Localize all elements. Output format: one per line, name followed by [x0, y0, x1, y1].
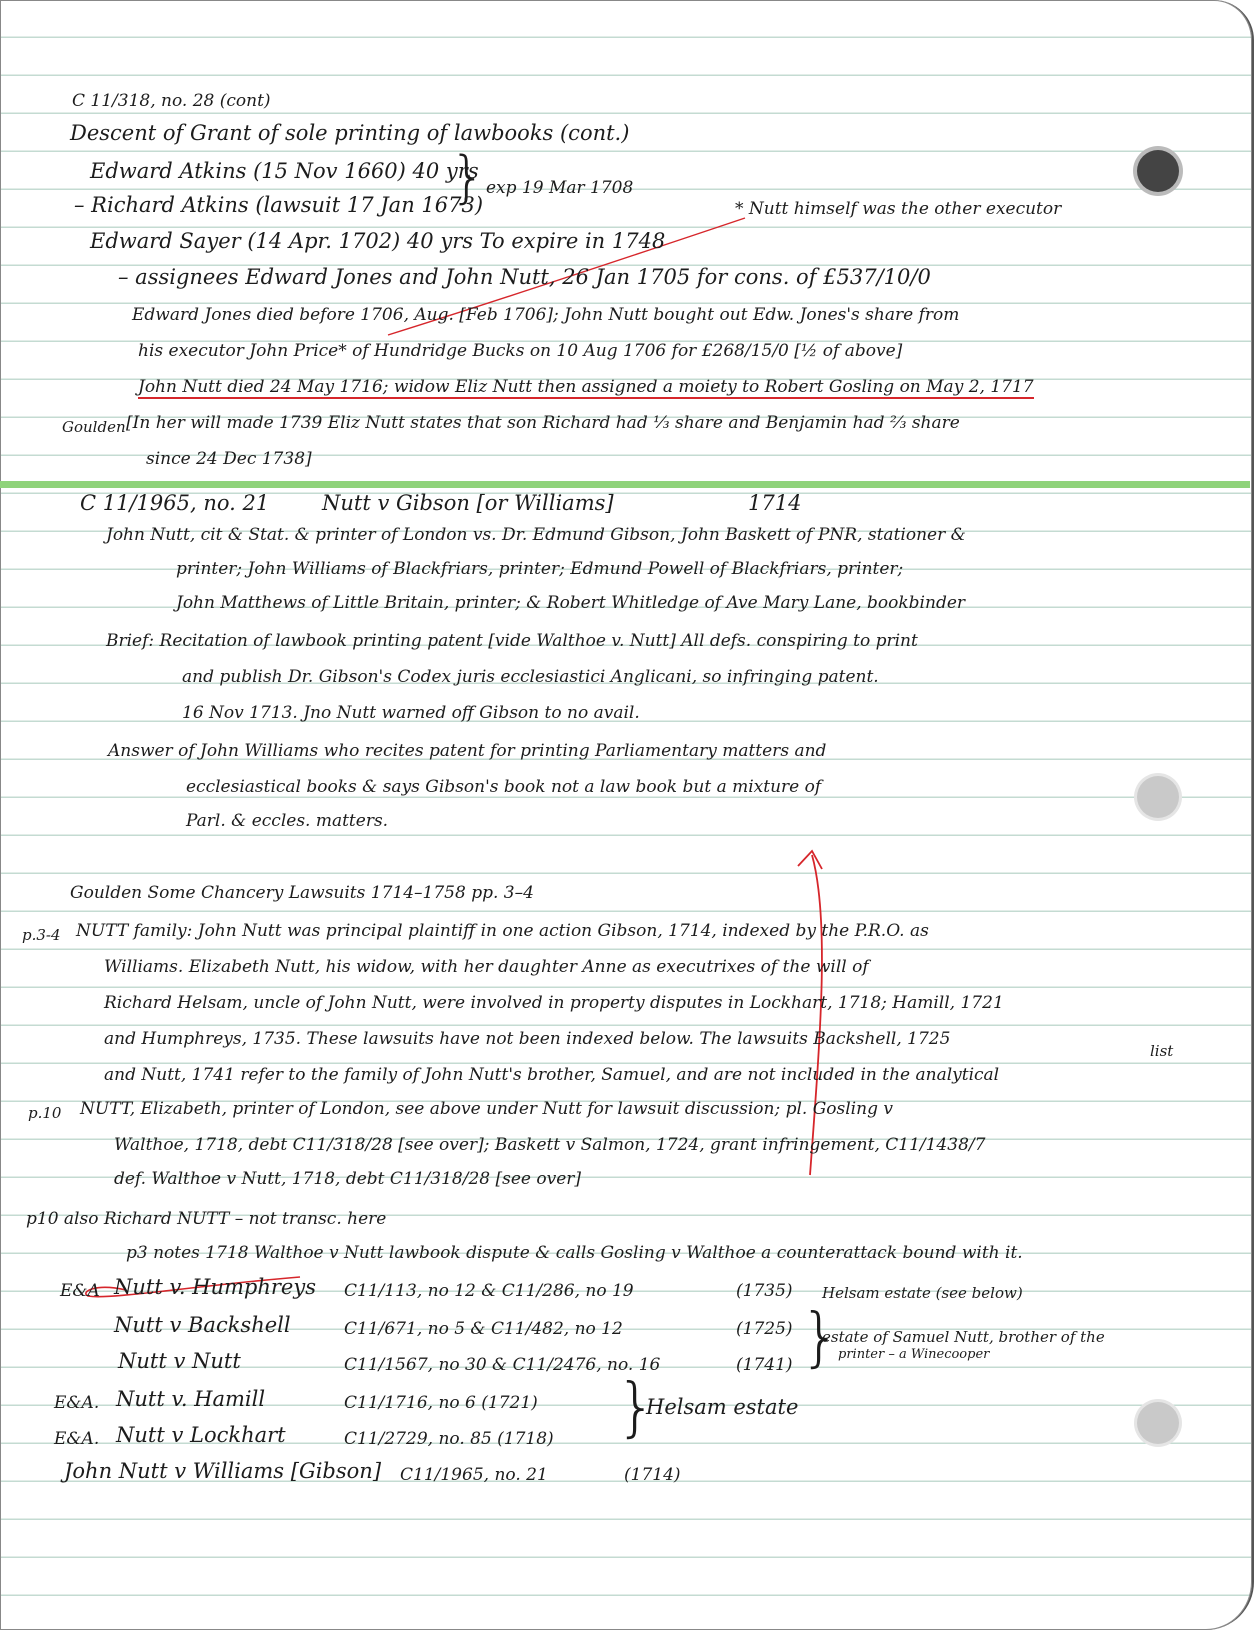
margin-ref: p.10 — [28, 1104, 62, 1122]
text-line: John Matthews of Little Britain, printer; & Robert Whitledge of Ave Mary Lane, bookbinder — [176, 593, 966, 613]
case-year: (1735) — [736, 1281, 793, 1301]
text-line: and Humphreys, 1735. These lawsuits have not been indexed below. The lawsuits Backshell, 1725 — [104, 1029, 951, 1049]
case-name: Nutt v. Humphreys — [114, 1275, 317, 1299]
case-ref: C11/1567, no 30 & C11/2476, no. 16 — [344, 1355, 661, 1375]
text-line: since 24 Dec 1738] — [146, 449, 312, 469]
text-line-underlined — [138, 374, 1034, 400]
case-year: (1741) — [736, 1355, 793, 1375]
text-line: his executor John Price* of Hundridge Bucks on 10 Aug 1706 for £268/15/0 [½ of above] — [138, 341, 903, 361]
text-line: Parl. & eccles. matters. — [186, 811, 389, 831]
case-name: John Nutt v Williams [Gibson] — [64, 1459, 382, 1483]
text-line: p3 notes 1718 Walthoe v Nutt lawbook dispute & calls Gosling v Walthoe a counterattack bound with it. — [126, 1243, 1023, 1263]
text-line: and publish Dr. Gibson's Codex juris ecclesiastici Anglicani, so infringing patent. — [182, 667, 879, 687]
text-line: Richard Helsam, uncle of John Nutt, were involved in property disputes in Lockhart, 1718; Hamill, 1721 — [104, 993, 1004, 1013]
brace: } — [800, 1301, 841, 1375]
text-line: p10 also Richard NUTT – not transc. here — [26, 1209, 387, 1229]
text-line: exp 19 Mar 1708 — [486, 178, 634, 198]
text-line: Edward Sayer (14 Apr. 1702) 40 yrs To expire in 1748 — [90, 229, 666, 253]
text-line: Walthoe, 1718, debt C11/318/28 [see over]; Baskett v Salmon, 1724, grant infringement, C11/1438/7 — [114, 1135, 986, 1155]
underlined-text: John Nutt died 24 May 1716; widow Eliz Nutt then assigned a moiety to Robert Gosling on May 2, 1717 — [138, 377, 1034, 397]
case-ref: C11/2729, no. 85 (1718) — [344, 1429, 554, 1449]
text-line: and Nutt, 1741 refer to the family of John Nutt's brother, Samuel, and are not included in the analytical — [104, 1065, 1000, 1085]
text-line: – Richard Atkins (lawsuit 17 Jan 1673) — [74, 193, 484, 217]
text-line: NUTT family: John Nutt was principal plaintiff in one action Gibson, 1714, indexed by the P.R.O. as — [76, 921, 929, 941]
case-name: Nutt v Nutt — [118, 1349, 241, 1373]
case-year: 1714 — [748, 491, 802, 515]
text-line: ecclesiastical books & says Gibson's book not a law book but a mixture of — [186, 777, 822, 797]
case-title: Nutt v Gibson [or Williams] — [322, 491, 614, 515]
arrow-head — [798, 851, 822, 869]
case-name: Nutt v. Hamill — [116, 1387, 266, 1411]
case-note: printer – a Winecooper — [838, 1347, 990, 1362]
heading-descent: Descent of Grant of sole printing of lawbooks (cont.) — [70, 121, 630, 145]
case-name: Nutt v Lockhart — [116, 1423, 286, 1447]
text-line: [In her will made 1739 Eliz Nutt states that son Richard had ⅓ share and Benjamin had ⅔ share — [126, 413, 960, 433]
case-ref: C11/113, no 12 & C11/286, no 19 — [344, 1281, 634, 1301]
text-line: NUTT, Elizabeth, printer of London, see above under Nutt for lawsuit discussion; pl. Gosling v — [80, 1099, 893, 1119]
case-year: (1714) — [624, 1465, 681, 1485]
case-ref: C11/1965, no. 21 — [400, 1465, 548, 1485]
brace: } — [616, 1371, 657, 1445]
case-ref: C11/1716, no 6 (1721) — [344, 1393, 538, 1413]
case-prefix: E&A. — [54, 1393, 100, 1413]
text-line: 16 Nov 1713. Jno Nutt warned off Gibson to no avail. — [182, 703, 640, 723]
margin-note: * Nutt himself was the other executor — [735, 199, 1062, 219]
text-line: Edward Atkins (15 Nov 1660) 40 yrs — [90, 159, 479, 183]
text-line: Brief: Recitation of lawbook printing patent [vide Walthoe v. Nutt] All defs. conspiring to print — [106, 631, 918, 651]
text-line: Edward Jones died before 1706, Aug. [Feb 1706]; John Nutt bought out Edw. Jones's share from — [132, 305, 960, 325]
case-note: Helsam estate (see below) — [822, 1284, 1023, 1302]
case-name: Nutt v Backshell — [114, 1313, 291, 1337]
brace: } — [450, 145, 486, 210]
case-ref: C11/671, no 5 & C11/482, no 12 — [344, 1319, 623, 1339]
header-ref: C 11/318, no. 28 (cont) — [72, 91, 271, 111]
case-ref: C 11/1965, no. 21 — [80, 491, 270, 515]
margin-ref: p.3-4 — [22, 926, 61, 944]
text-line: Williams. Elizabeth Nutt, his widow, with her daughter Anne as executrixes of the will of — [104, 957, 869, 977]
text-line: John Nutt, cit & Stat. & printer of London vs. Dr. Edmund Gibson, John Baskett of PNR, stationer & — [106, 525, 966, 545]
margin-ref: Goulden — [62, 418, 126, 436]
source-heading: Goulden Some Chancery Lawsuits 1714–1758 pp. 3–4 — [70, 883, 534, 903]
case-prefix: E&A. — [54, 1429, 100, 1449]
case-year: (1725) — [736, 1319, 793, 1339]
text-line: printer; John Williams of Blackfriars, printer; Edmund Powell of Blackfriars, printer; — [176, 559, 904, 579]
margin-word: list — [1150, 1042, 1174, 1060]
text-line: Answer of John Williams who recites patent for printing Parliamentary matters and — [108, 741, 827, 761]
case-prefix: E&A — [60, 1281, 100, 1301]
case-note: estate of Samuel Nutt, brother of the — [822, 1328, 1105, 1346]
text-line: – assignees Edward Jones and John Nutt, 26 Jan 1705 for cons. of £537/10/0 — [118, 265, 931, 289]
text-line: def. Walthoe v Nutt, 1718, debt C11/318/28 [see over] — [114, 1169, 582, 1189]
case-note: Helsam estate — [646, 1395, 799, 1419]
